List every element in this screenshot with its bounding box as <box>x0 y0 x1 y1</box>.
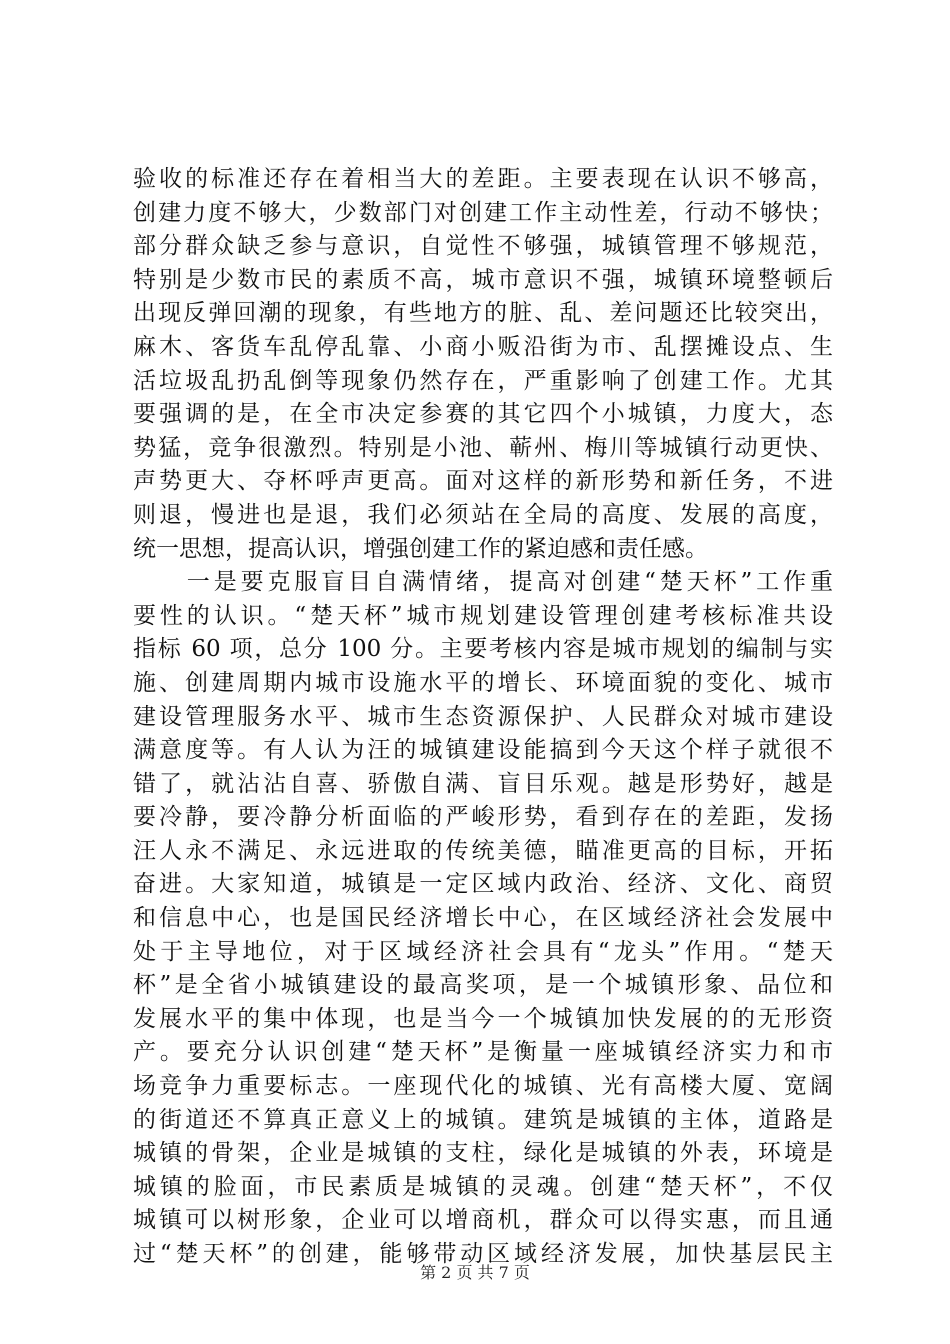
text-line: 城镇可以树形象，企业可以增商机，群众可以得实惠，而且通 <box>133 1207 833 1234</box>
text-line: 建设管理服务水平、城市生态资源保护、人民群众对城市建设 <box>133 703 833 730</box>
text-line: 活垃圾乱扔乱倒等现象仍然存在，严重影响了创建工作。尤其 <box>133 367 833 394</box>
text-line: 创建力度不够大，少数部门对创建工作主动性差，行动不够快； <box>133 199 833 226</box>
text-line: 发展水平的集中体现，也是当今一个城镇加快发展的的无形资 <box>133 1005 833 1032</box>
text-line: 声势更大、夺杯呼声更高。面对这样的新形势和新任务，不进 <box>133 468 833 495</box>
text-line: 验收的标准还存在着相当大的差距。主要表现在认识不够高， <box>133 166 833 192</box>
text-line: 部分群众缺乏参与意识，自觉性不够强，城镇管理不够规范， <box>133 233 833 260</box>
text-line: 统一思想，提高认识，增强创建工作的紧迫感和责任感。 <box>133 535 708 562</box>
text-line: 满意度等。有人认为汪的城镇建设能搞到今天这个样子就很不 <box>133 737 833 764</box>
text-line: 奋进。大家知道，城镇是一定区域内政治、经济、文化、商贸 <box>133 871 833 898</box>
text-line: 汪人永不满足、永远进取的传统美德，瞄准更高的目标，开拓 <box>133 837 833 864</box>
body-text <box>133 163 833 1272</box>
text-line: 处于主导地位，对于区域经济社会具有“龙头”作用。“楚天 <box>133 938 833 965</box>
text-line: 和信息中心，也是国民经济增长中心，在区域经济社会发展中 <box>133 905 833 932</box>
text-line: 的街道还不算真正意义上的城镇。建筑是城镇的主体，道路是 <box>133 1106 833 1133</box>
text-line: 势猛，竞争很激烈。特别是小池、蕲州、梅川等城镇行动更快、 <box>133 434 833 461</box>
text-line: 施、创建周期内城市设施水平的增长、环境面貌的变化、城市 <box>133 669 833 696</box>
text-line: 错了，就沾沾自喜、骄傲自满、盲目乐观。越是形势好，越是 <box>133 770 833 797</box>
text-line: 一是要克服盲目自满情绪，提高对创建“楚天杯”工作重 <box>133 569 833 596</box>
text-line: 城镇的脸面，市民素质是城镇的灵魂。创建“楚天杯”，不仅 <box>133 1173 833 1200</box>
text-line: 要强调的是，在全市决定参赛的其它四个小城镇，力度大，态 <box>133 401 833 428</box>
text-line: 出现反弹回潮的现象，有些地方的脏、乱、差问题还比较突出， <box>133 300 833 327</box>
text-line: 要冷静，要冷静分析面临的严峻形势，看到存在的差距，发扬 <box>133 804 833 831</box>
text-line: 要性的认识。“楚天杯”城市规划建设管理创建考核标准共设 <box>133 602 833 629</box>
text-line: 城镇的骨架，企业是城镇的支柱，绿化是城镇的外表，环境是 <box>133 1140 833 1167</box>
text-line: 指标 60 项，总分 100 分。主要考核内容是城市规划的编制与实 <box>133 636 833 663</box>
text-line: 过“楚天杯”的创建，能够带动区域经济发展，加快基层民主 <box>133 1241 833 1267</box>
text-line: 场竞争力重要标志。一座现代化的城镇、光有高楼大厦、宽阔 <box>133 1073 833 1100</box>
page-number-footer: 第 2 页 共 7 页 <box>420 1263 530 1282</box>
text-line: 产。要充分认识创建“楚天杯”是衡量一座城镇经济实力和市 <box>133 1039 833 1066</box>
text-line: 杯”是全省小城镇建设的最高奖项，是一个城镇形象、品位和 <box>133 972 833 999</box>
text-line: 麻木、客货车乱停乱靠、小商小贩沿街为市、乱摆摊设点、生 <box>133 333 833 360</box>
text-line: 特别是少数市民的素质不高，城市意识不强，城镇环境整顿后 <box>133 266 833 293</box>
text-line: 则退，慢进也是退，我们必须站在全局的高度、发展的高度， <box>133 501 833 528</box>
